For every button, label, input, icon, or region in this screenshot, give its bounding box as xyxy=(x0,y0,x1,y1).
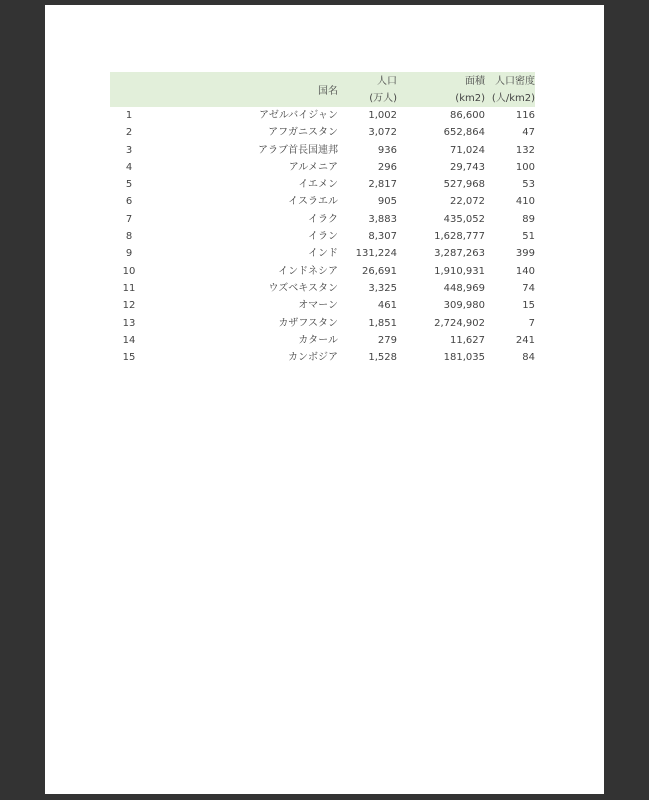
cell-area: 1,910,931 xyxy=(434,265,485,277)
cell-population: 3,883 xyxy=(368,213,397,225)
header-area-label: 面積 xyxy=(465,75,485,87)
table-row xyxy=(110,159,535,176)
cell-area: 2,724,902 xyxy=(434,317,485,329)
cell-country-name: イスラエル xyxy=(288,196,338,208)
header-area-unit: (km2) xyxy=(455,92,485,104)
table-row xyxy=(110,124,535,141)
cell-area: 448,969 xyxy=(443,282,485,294)
cell-population: 8,307 xyxy=(368,231,397,243)
cell-country-name: カタール xyxy=(298,334,338,346)
cell-population: 131,224 xyxy=(355,248,397,260)
cell-no: 13 xyxy=(122,317,136,329)
cell-country-name: カザフスタン xyxy=(278,317,338,329)
cell-area: 86,600 xyxy=(450,110,485,121)
cell-area: 3,287,263 xyxy=(434,248,485,260)
cell-no: 15 xyxy=(122,352,136,364)
table-row xyxy=(110,211,535,228)
cell-density: 410 xyxy=(515,196,535,208)
cell-area: 11,627 xyxy=(450,334,485,346)
cell-area: 181,035 xyxy=(443,352,485,364)
cell-area: 309,980 xyxy=(443,300,485,312)
cell-no: 1 xyxy=(125,110,133,121)
header-area xyxy=(397,72,485,107)
cell-population: 296 xyxy=(377,161,397,173)
cell-population: 905 xyxy=(377,196,397,208)
table-row xyxy=(110,228,535,245)
cell-country-name: アフガニスタン xyxy=(268,127,338,139)
cell-density: 74 xyxy=(522,282,535,294)
cell-country-name: アゼルバイジャン xyxy=(259,110,338,121)
cell-area: 71,024 xyxy=(450,144,485,156)
header-population-label: 人口 xyxy=(377,75,397,87)
table-header xyxy=(110,72,535,107)
cell-no: 7 xyxy=(125,213,133,225)
cell-population: 26,691 xyxy=(362,265,397,277)
table-row xyxy=(110,349,535,366)
cell-no: 11 xyxy=(122,282,136,294)
cell-country-name: アルメニア xyxy=(288,161,338,173)
cell-density: 132 xyxy=(515,144,535,156)
cell-no: 4 xyxy=(125,161,133,173)
cell-no: 10 xyxy=(122,265,136,277)
cell-density: 100 xyxy=(515,161,535,173)
cell-area: 1,628,777 xyxy=(434,231,485,243)
cell-area: 29,743 xyxy=(450,161,485,173)
cell-population: 1,851 xyxy=(368,317,397,329)
header-density xyxy=(485,72,535,107)
cell-no: 3 xyxy=(125,144,133,156)
header-name-label: 国名 xyxy=(318,86,338,97)
cell-country-name: イエメン xyxy=(298,179,338,191)
header-name xyxy=(148,72,338,107)
table-row xyxy=(110,193,535,210)
cell-density: 47 xyxy=(522,127,535,139)
table-row xyxy=(110,280,535,297)
cell-country-name: イラン xyxy=(308,231,338,243)
cell-no: 6 xyxy=(125,196,133,208)
table-row xyxy=(110,107,535,124)
header-density-label: 人口密度 xyxy=(495,75,535,87)
cell-country-name: ウズベキスタン xyxy=(268,282,338,294)
cell-no: 14 xyxy=(122,334,136,346)
table-row xyxy=(110,245,535,262)
cell-population: 1,002 xyxy=(368,110,397,121)
cell-population: 936 xyxy=(377,144,397,156)
cell-population: 279 xyxy=(377,334,397,346)
cell-country-name: イラク xyxy=(308,213,338,225)
cell-country-name: オマーン xyxy=(298,300,338,312)
cell-country-name: インド xyxy=(308,248,338,260)
header-density-unit: (人/km2) xyxy=(491,92,535,104)
cell-density: 399 xyxy=(515,248,535,260)
table-row xyxy=(110,176,535,193)
cell-no: 5 xyxy=(125,179,133,191)
cell-country-name: インドネシア xyxy=(278,265,338,277)
cell-area: 22,072 xyxy=(450,196,485,208)
cell-area: 527,968 xyxy=(443,179,485,191)
table-row xyxy=(110,332,535,349)
cell-density: 15 xyxy=(522,300,535,312)
cell-no: 2 xyxy=(125,127,133,139)
header-row xyxy=(110,72,535,107)
table-row xyxy=(110,142,535,159)
cell-no: 9 xyxy=(125,248,133,260)
cell-no: 12 xyxy=(122,300,136,312)
cell-density: 7 xyxy=(528,317,535,329)
cell-population: 461 xyxy=(377,300,397,312)
cell-country-name: カンボジア xyxy=(288,352,338,364)
cell-density: 53 xyxy=(522,179,535,191)
table-row xyxy=(110,297,535,314)
cell-density: 140 xyxy=(515,265,535,277)
cell-density: 116 xyxy=(515,110,535,121)
cell-country-name: アラブ首長国連邦 xyxy=(258,144,338,156)
cell-population: 3,072 xyxy=(368,127,397,139)
header-population xyxy=(338,72,397,107)
cell-density: 84 xyxy=(522,352,535,364)
cell-density: 51 xyxy=(522,231,535,243)
document-page xyxy=(45,5,604,794)
cell-no: 8 xyxy=(125,231,133,243)
cell-density: 241 xyxy=(515,334,535,346)
cell-population: 1,528 xyxy=(368,352,397,364)
cell-density: 89 xyxy=(522,213,535,225)
table-row xyxy=(110,315,535,332)
cell-area: 652,864 xyxy=(443,127,485,139)
cell-population: 2,817 xyxy=(368,179,397,191)
table-body xyxy=(110,107,535,366)
header-population-unit: (万人) xyxy=(369,92,397,104)
table-row xyxy=(110,263,535,280)
country-table xyxy=(110,72,535,366)
header-no xyxy=(110,72,148,107)
cell-area: 435,052 xyxy=(443,213,485,225)
cell-population: 3,325 xyxy=(368,282,397,294)
